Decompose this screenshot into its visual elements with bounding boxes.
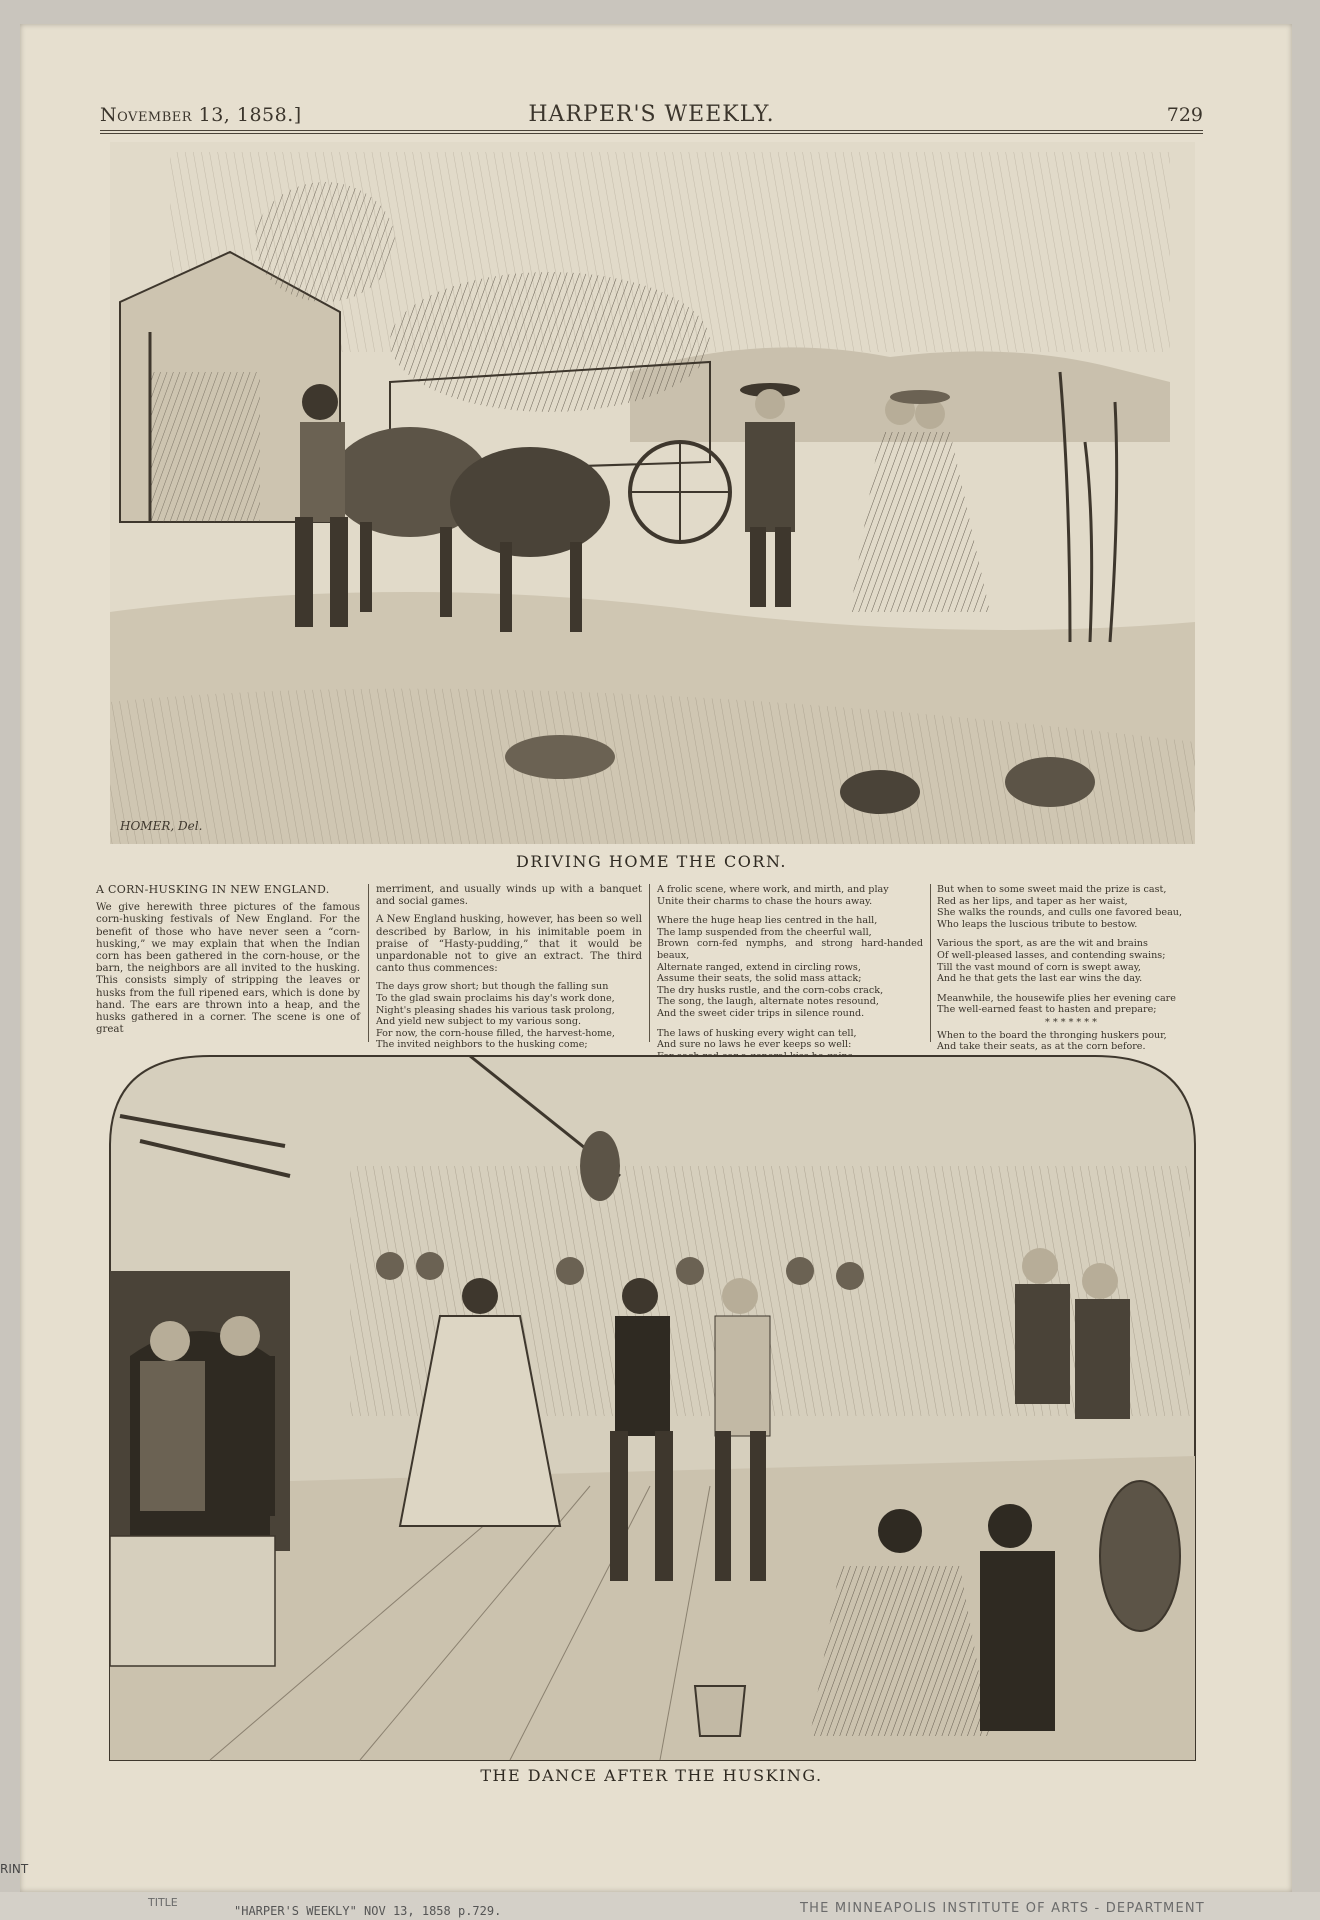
poem-stanza: A frolic scene, where work, and mirth, and play Unite their charms to chase the hours away. (657, 884, 889, 907)
article-paragraph: merriment, and usually winds up with a banquet and social games. (376, 884, 642, 908)
pumpkin-shape (840, 770, 920, 814)
table-shape (110, 1536, 275, 1666)
bottom-caption: THE DANCE AFTER THE HUSKING. (480, 1766, 823, 1785)
pumpkin-shape-2 (1005, 757, 1095, 807)
column-rule (368, 884, 369, 1042)
article-heading: A CORN-HUSKING IN NEW ENGLAND. (96, 883, 330, 896)
institution-label: THE MINNEAPOLIS INSTITUTE OF ARTS - DEPARTMENT (800, 1901, 1205, 1916)
top-caption: DRIVING HOME THE CORN. (515, 852, 787, 871)
artist-signature: HOMER, Del. (120, 819, 203, 833)
engraving-driving-home-the-corn (110, 142, 1195, 844)
poem-stanza: When to the board the thronging huskers pour, And take their seats, as at the corn before. (937, 1029, 1167, 1053)
barrel-shape (1100, 1481, 1180, 1631)
column-rule (930, 884, 931, 1042)
issue-date: November 13, 1858.] (100, 104, 302, 126)
engraving-dance-after-the-husking (110, 1056, 1195, 1760)
page-number: 729 (1166, 104, 1203, 126)
poem-stanza: Various the sport, as are the wit and brains Of well-pleased lasses, and contending swains; Till the vast mound of corn is swept away, And he that gets the last ear wins the day. (937, 938, 1166, 985)
engraving-artwork (110, 142, 1195, 844)
article (96, 883, 1208, 1053)
catalog-title-label: TITLE (148, 1896, 178, 1909)
article-column-4 (937, 884, 1205, 1053)
poem-stanza: The days grow short; but though the falling sun To the glad swain proclaims his day's work done, Night's pleasing shades his various task prolong, And yield new subject to my various song. For now, the corn-house filled, the harvest-home, The invited neighbors to the husking come; (376, 981, 615, 1051)
edge-label: RINT (0, 1862, 29, 1876)
poem-stanza: But when to some sweet maid the prize is cast, Red as her lips, and taper as her waist, She walks the rounds, and culls one favored beau, Who leaps the luscious tribute to bestow. (937, 884, 1183, 930)
bucket-shape (695, 1686, 745, 1736)
poem-ellipsis-stars: * * * * * * * (1045, 1016, 1097, 1028)
engraving-artwork (110, 1056, 1195, 1760)
publication-title: HARPER'S WEEKLY. (528, 102, 775, 127)
catalog-label-strip (0, 1892, 1320, 1920)
poem-stanza: Meanwhile, the housewife plies her evening care The well-earned feast to hasten and prepare; (937, 992, 1176, 1016)
column-rule (649, 884, 650, 1042)
article-column-2 (376, 884, 642, 1051)
poem-stanza: Where the huge heap lies centred in the hall, The lamp suspended from the cheerful wall, Brown corn-fed nymphs, and strong hard-handed beaux, Alternate ranged, extend in circling rows, Assume their seats, the solid mass attack; The dry husks rustle, and the corn-cobs crack, The song, the laugh, alternate notes resound, And the sweet cider trips in silence round. (657, 915, 923, 1019)
article-column-3 (657, 884, 923, 1051)
article-column-1 (96, 884, 360, 1044)
article-paragraph: We give herewith three pictures of the famous corn-husking festivals of New England. For the benefit of those who have never seen a “corn-husking,” we may explain that when the Indian corn has been gathered in the corn-house, or the barn, the neighbors are all invited to the husking. This consists simply of stripping the leaves or husks from the full ripened ears, which is done by hand. The ears are thrown into a heap, and the husks gathered in a corner. The scene is one of great (96, 902, 360, 1036)
dog-shape (505, 735, 615, 779)
article-paragraph: A New England husking, however, has been so well described by Barlow, in his inimitable poem in praise of “Hasty-pudding,” that it would be unpardonable not to give an extract. The third canto thus commences: (376, 914, 642, 975)
catalog-handwritten-entry: "HARPER'S WEEKLY" NOV 13, 1858 p.729. (234, 1904, 502, 1918)
masthead-rule-double (100, 133, 1203, 134)
masthead-rule (100, 130, 1203, 131)
poem-stanza: The laws of husking every wight can tell, And sure no laws he ever keeps so well: (657, 1027, 857, 1051)
